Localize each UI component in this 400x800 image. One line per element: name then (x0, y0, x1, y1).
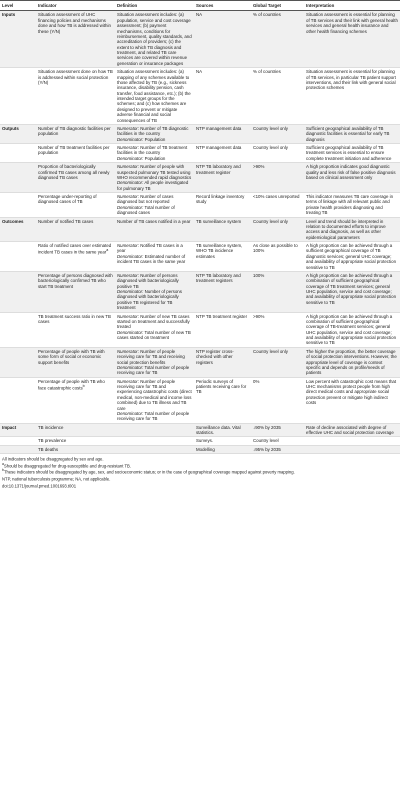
definition-cell (115, 163, 194, 193)
header-indicator: Indicator (36, 1, 115, 11)
level-cell (0, 312, 36, 347)
denominator-label: Denominator: (117, 180, 144, 186)
denominator-text: Estimated number of incident TB cases in the same year (117, 253, 186, 265)
interpretation-cell: A high proportion indicates good diagnostic quality and less risk of false positive diagnosis based on clinical assessment only (304, 163, 400, 193)
sources-cell: NTP management data (194, 124, 251, 143)
definition-cell (115, 124, 194, 143)
table-footnotes (0, 454, 400, 489)
table-row (0, 377, 400, 423)
numerator-label: Numerator: (117, 313, 139, 319)
level-cell (0, 377, 36, 423)
table-row (0, 242, 400, 272)
level-cell: Outcomes (0, 217, 36, 242)
footnote: NTP, national tuberculosis programme; NA, not applicable. (2, 476, 111, 482)
definition-cell (115, 437, 194, 445)
header-definition: Definition (115, 1, 194, 11)
table-row (0, 445, 400, 453)
definition-cell (115, 193, 194, 218)
target-cell: >90% (251, 312, 304, 347)
footnote: $^a$Should be disaggregated for drug-susceptible and drug-resistant TB. (2, 461, 131, 469)
indicator-cell: Number of notified TB cases (36, 217, 115, 242)
target-cell: Country level only (251, 124, 304, 143)
table-row (0, 124, 400, 143)
interpretation-cell (304, 437, 400, 445)
interpretation-cell: Sufficient geographical availability of TB treatment services is essential to ensure complete treatment initiation and adherence (304, 144, 400, 163)
header-global-target: Global Target (251, 1, 304, 11)
interpretation-cell (304, 445, 400, 453)
level-cell (0, 144, 36, 163)
definition-cell (115, 312, 194, 347)
table-row (0, 271, 400, 312)
numerator-text: Number of people with suspected pulmonary TB tested using WHO recommended rapid diagnostics (117, 164, 192, 180)
denominator-text: Total number of diagnosed cases (117, 204, 175, 216)
table-row (0, 144, 400, 163)
denominator-label: Denominator: (117, 204, 144, 210)
interpretation-cell: A high proportion can be achieved through a combination of sufficient geographical coverage of TB treatment services; general UHC population, service and cost coverage; and availability of appropriate social protection sensitive to TB (304, 271, 400, 312)
interpretation-cell: Low percent with catastrophic cost means that UHC mechanisms protect people from high direct medical costs and appropriate social protection prevent or mitigate high indirect costs (304, 377, 400, 423)
denominator-text: Number of persons diagnosed with bacteriologically positive TB registered for TB treatment (117, 289, 182, 311)
level-cell (0, 193, 36, 218)
footnote-mark: b (82, 384, 85, 388)
target-cell: ↓95% by 2035 (251, 445, 304, 453)
footnote: All indicators should be disaggregated by sex and age. (2, 456, 104, 462)
doi-link[interactable]: doi:10.1371/journal.pmed.1001693.t001 (2, 483, 77, 489)
level-cell (0, 347, 36, 377)
definition-cell (115, 423, 194, 437)
definition-cell (115, 347, 194, 377)
denominator-label: Denominator: (117, 253, 144, 259)
target-cell: Country level only (251, 347, 304, 377)
numerator-text: Number of people receiving care for TB and experiencing catastrophic costs (direct medical, non-medical and income loss combined) due to TB illness and TB care (117, 378, 192, 411)
indicator-cell (36, 377, 115, 423)
header-sources: Sources (194, 1, 251, 11)
numerator-text: Notified TB cases in a year (117, 243, 183, 254)
denominator-text: Total number of new TB cases started on treatment (117, 329, 191, 340)
target-cell: Country level (251, 437, 304, 445)
sources-cell: NA (194, 68, 251, 125)
level-cell (0, 437, 36, 445)
denominator-label: Denominator: (117, 155, 144, 161)
interpretation-cell: The higher the proportion, the better coverage of social protection interventions. However, the appropriate level of coverage is context specific and depends on profile/needs of patients (304, 347, 400, 377)
indicator-cell: Number of TB diagnostic facilities per population (36, 124, 115, 143)
sources-cell: NTP TB laboratory and treatment register (194, 163, 251, 193)
indicator-cell: Percentage under-reporting of diagnosed cases of TB (36, 193, 115, 218)
indicator-cell: TB deaths (36, 445, 115, 453)
table-row (0, 193, 400, 218)
footnote-mark: a (106, 248, 109, 253)
interpretation-cell: Sufficient geographical availability of TB diagnostic facilities is essential for early TB diagnosis (304, 124, 400, 143)
numerator-label: Numerator: (117, 194, 139, 199)
target-cell: 100% (251, 271, 304, 312)
interpretation-cell: Situation assessment is essential for planning of TB services and their link with general health services and general health insurance and other health financing schemes (304, 11, 400, 68)
indicator-text: Percentage of people with TB who face catastrophic costs (38, 378, 105, 391)
level-cell: Outputs (0, 124, 36, 143)
indicator-cell: Number of TB treatment facilities per population (36, 144, 115, 163)
interpretation-cell: A high proportion can be achieved through a combination of sufficient geographical coverage of TB-treatment services; general UHC population, service and cost coverage; and availability of appropriate social protection sensitive to TB (304, 312, 400, 347)
denominator-label: Denominator: (117, 329, 144, 335)
definition-cell (115, 445, 194, 453)
table-row (0, 68, 400, 125)
numerator-label: Numerator: (117, 164, 139, 170)
denominator-text: Population (144, 136, 166, 142)
header-row (0, 1, 400, 11)
sources-cell: NTP TB treatment register (194, 312, 251, 347)
interpretation-cell: This indicator measures TB care coverage in terms of linkage with all relevant public and private health providers diagnosing and treating TB (304, 193, 400, 218)
indicator-cell: TB incidence (36, 423, 115, 437)
table-row (0, 347, 400, 377)
sources-cell: TB surveillance system (194, 217, 251, 242)
header-interpretation: Interpretation (304, 1, 400, 11)
interpretation-cell: Situation assessment is essential for planning of TB services, in particular TB patient support interventions, and their link with general social protection schemes (304, 68, 400, 125)
definition-cell (115, 271, 194, 312)
numerator-text: Number of TB diagnostic facilities in the country (117, 125, 189, 137)
numerator-text: Number of new TB cases started on treatment and successfully treated (117, 313, 190, 330)
sources-cell: NTP TB laboratory and treatment registers (194, 271, 251, 312)
table-row (0, 163, 400, 193)
interpretation-cell: Level and trend should be interpreted in relation to documented efforts to improve access and diagnosis, as well as other epidemiological parameters (304, 217, 400, 242)
numerator-text: Number of persons diagnosed with bacteriologically positive TB (117, 272, 179, 289)
numerator-text: Number of people receiving care for TB and receiving social protection benefits (117, 348, 185, 365)
sources-cell: Surveillance data. Vital statistics. (194, 423, 251, 437)
denominator-label: Denominator: (117, 136, 144, 142)
target-cell: % of countries (251, 11, 304, 68)
denominator-label: Denominator: (117, 364, 144, 370)
table-row (0, 437, 400, 445)
definition-cell: Situation assessment includes: (a) mapping of any schemes available to those affected by TB (e.g., sickness insurance, disability pension, cash transfer, food assistance, etc.); (b) the intended target groups for the schemes; and (c) how schemes are designed to prevent or mitigate adverse financial and social consequences of TB (115, 68, 194, 125)
target-cell: ↓90% by 2035 (251, 423, 304, 437)
target-cell: >90% (251, 163, 304, 193)
sources-cell: Surveys. (194, 437, 251, 445)
level-cell: Inputs (0, 11, 36, 68)
definition-cell: Number of TB cases notified in a year (115, 217, 194, 242)
sources-cell: Record linkage inventory study (194, 193, 251, 218)
sources-cell: NTP management data (194, 144, 251, 163)
table-row (0, 312, 400, 347)
target-cell: As close as possible to 100% (251, 242, 304, 272)
definition-cell (115, 242, 194, 272)
target-cell: <10% cases unreported (251, 193, 304, 218)
numerator-label: Numerator: (117, 145, 139, 150)
header-level: Level (0, 1, 36, 11)
indicator-cell: TB treatment success ratio in new TB cases (36, 312, 115, 347)
indicator-cell (36, 242, 115, 272)
indicator-cell: Situation assessment done on how TB is addressed within social protection (Y/N) (36, 68, 115, 125)
sources-cell: Modelling (194, 445, 251, 453)
interpretation-cell: Rate of decline associated with degree of effective UHC and social protection coverage (304, 423, 400, 437)
sources-cell: Periodic surveys of patients receiving care for TB (194, 377, 251, 423)
numerator-text: Number of cases diagnosed but not reported (117, 194, 174, 205)
denominator-text: Total number of people receiving care for TB (117, 364, 190, 376)
numerator-label: Numerator: (117, 272, 139, 278)
definition-cell: Situation assessment includes: (a) population, service and cost coverage assessment; (b) payment mechanisms, conditions for reimbursement, quality standards, and accreditation of providers; (c) the extent to which TB diagnosis and treatment, and related TB care services are covered within revenue generation or insurance packages (115, 11, 194, 68)
footnote: $^b$These indicators should be disaggregated by age, sex, and socioeconomic status; or in the case of geographical coverage mapped against poverty mapping. (2, 468, 295, 475)
numerator-label: Numerator: (117, 378, 139, 384)
target-cell: % of countries (251, 68, 304, 125)
denominator-text: Population (144, 155, 166, 161)
level-cell (0, 445, 36, 453)
sources-cell: NA (194, 11, 251, 68)
level-cell (0, 242, 36, 272)
indicator-cell: Percentage of people with TB with some form of social or economic support benefits (36, 347, 115, 377)
table-row (0, 423, 400, 437)
numerator-label: Numerator: (117, 348, 139, 354)
indicator-cell: Situation assessment of UHC financing policies and mechanisms done and how TB is addressed within these (Y/N) (36, 11, 115, 68)
definition-cell (115, 144, 194, 163)
level-cell (0, 271, 36, 312)
sources-cell: TB surveillance system, WHO TB incidence estimates (194, 242, 251, 272)
denominator-text: Total number of people receiving care for TB (117, 410, 190, 422)
interpretation-cell: A high proportion can be achieved through a sufficient geographical coverage of TB diagnostic services; general UHC coverage; and availability of appropriate social protection sensitive to TB (304, 242, 400, 272)
indicator-text: Ratio of notified cases over estimated incident TB cases in the same year (38, 243, 112, 255)
indicator-cell: TB prevalence (36, 437, 115, 445)
numerator-label: Numerator: (117, 125, 139, 131)
denominator-label: Denominator: (117, 289, 144, 294)
table-row (0, 217, 400, 242)
sources-cell: NTP register cross-checked with other registers (194, 347, 251, 377)
level-cell: Impact (0, 423, 36, 437)
indicator-cell: Percentage of persons diagnosed with bacteriologically confirmed TB who start TB treatment (36, 271, 115, 312)
target-cell: 0% (251, 377, 304, 423)
denominator-text: All people investigated for pulmonary TB (117, 180, 189, 191)
table-row (0, 11, 400, 68)
definition-cell (115, 377, 194, 423)
target-cell: Country level only (251, 217, 304, 242)
numerator-label: Numerator: (117, 243, 139, 248)
indicator-cell: Proportion of bacteriologically confirmed TB cases among all newly diagnosed TB cases (36, 163, 115, 193)
level-cell (0, 163, 36, 193)
level-cell (0, 68, 36, 125)
numerator-text: Number of TB treatment facilities in the country (117, 145, 188, 156)
target-cell: Country level only (251, 144, 304, 163)
denominator-label: Denominator: (117, 410, 144, 416)
